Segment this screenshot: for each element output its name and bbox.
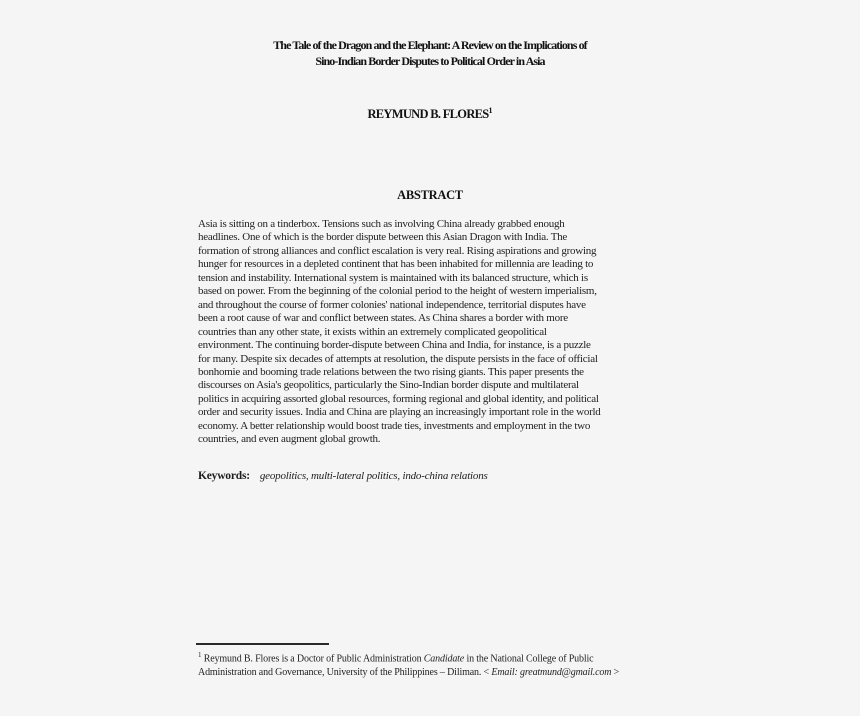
abstract-line: for many. Despite six decades of attempts at resolution, the dispute persists in the face of official — [198, 352, 598, 365]
abstract-line: Asia is sitting on a tinderbox. Tensions such as involving China already grabbed enough — [198, 218, 565, 230]
footnote-email-italic: Email: greatmund@gmail.com — [491, 667, 612, 679]
abstract-line: economy. A better relationship would boost trade ties, investments and employment in the two — [198, 419, 591, 432]
abstract-line: tension and instability. International system is maintained with its balanced structure, which is — [198, 271, 588, 284]
footnote-line-2 — [198, 666, 619, 680]
keywords-line — [198, 470, 488, 482]
footnote-candidate-italic: Candidate — [423, 653, 465, 665]
abstract-line: discourses on Asia's geopolitics, particularly the Sino-Indian border dispute and multilateral — [198, 379, 579, 392]
abstract-line: and throughout the course of former colonies' national independence, territorial disputes have — [198, 298, 586, 311]
abstract-line: formation of strong alliances and conflict escalation is very real. Rising aspirations and growing — [198, 244, 597, 257]
footnote-line-1 — [198, 649, 619, 666]
footnote-text: in the National College of Public — [464, 653, 594, 665]
footnote-text: > — [611, 667, 620, 679]
abstract-line: hunger for resources in a depleted continent that has been inhabited for millennia are leading to — [198, 258, 594, 271]
paper-title-line-1: The Tale of the Dragon and the Elephant: A Review on the Implications of — [273, 38, 587, 52]
abstract-line: countries than any other state, it exists within an extremely complicated geopolitical — [198, 325, 547, 338]
author-name — [0, 106, 860, 122]
abstract-line: environment. The continuing border-dispute between China and India, for instance, is a puzzle — [198, 339, 591, 352]
abstract-paragraph — [198, 218, 601, 447]
author-footnote-marker: 1 — [488, 106, 493, 115]
footnote-text: Administration and Governance, University of the Philippines – Diliman. < — [198, 667, 492, 679]
footnote — [198, 649, 619, 680]
abstract-line: headlines. One of which is the border dispute between this Asian Dragon with India. The — [198, 231, 568, 244]
abstract-heading: ABSTRACT — [397, 188, 463, 202]
footnote-text: Reymund B. Flores is a Doctor of Public Administration — [201, 653, 424, 665]
footnote-separator-rule — [196, 643, 329, 645]
abstract-line: bonhomie and booming trade relations between the two rising giants. This paper presents the — [198, 365, 584, 378]
abstract-line: countries, and even augment global growth. — [198, 433, 381, 446]
keywords-label: Keywords: — [198, 470, 250, 482]
footnote-marker: 1 — [198, 651, 202, 659]
abstract-line: based on power. From the beginning of the colonial period to the height of western imperialism, — [198, 285, 597, 298]
paper-title-line-2: Sino-Indian Border Disputes to Political Order in Asia — [315, 54, 545, 68]
abstract-line: been a root cause of war and conflict between states. As China shares a border with more — [198, 312, 568, 325]
author-name-text: REYMUND B. FLORES — [367, 107, 489, 122]
keywords-text: geopolitics, multi-lateral politics, indo-china relations — [259, 470, 488, 482]
abstract-line: order and security issues. India and China are playing an increasingly important role in the world — [198, 406, 601, 419]
abstract-line: politics in acquiring assorted global resources, forming regional and global identity, and political — [198, 392, 599, 405]
paper-title — [0, 37, 860, 69]
